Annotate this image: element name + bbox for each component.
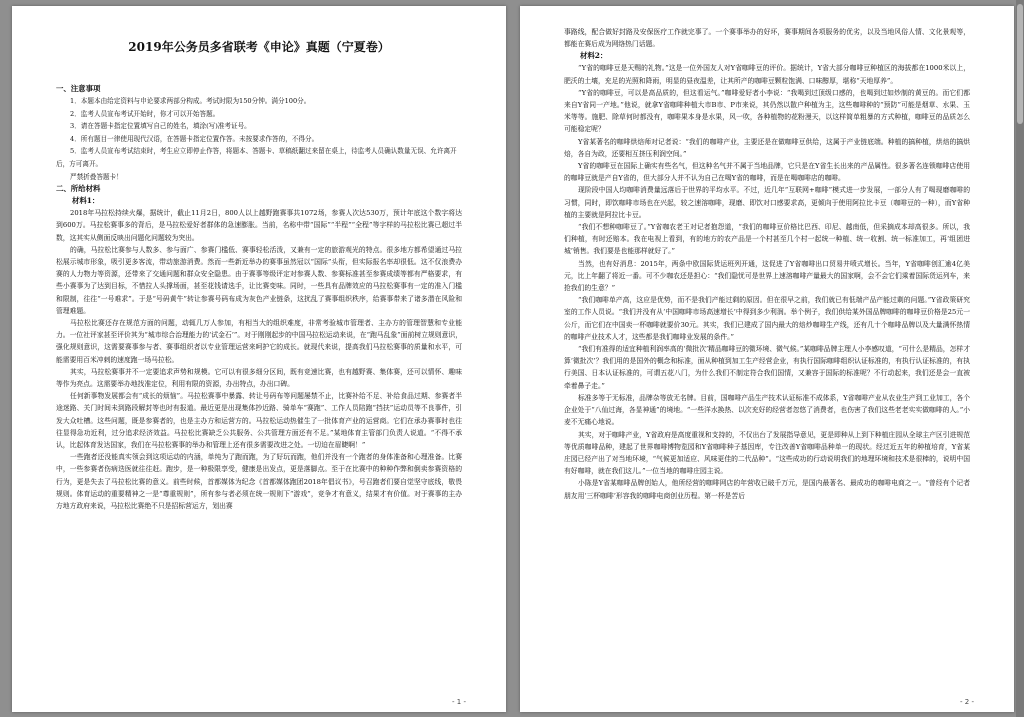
material-paragraph: 马拉松比赛还存在规范方面的问题，动辄几万人参加，有相当大的组织难度，非常考验城市管理者、主办方的管理智慧和专业能力。一位社评家甚至评价其为“城市综合治理能力的‘试金石’”。对于刚刚起步的中国马拉松运动来说，在“跑马乱象”面前树立规则意识，强化规则意识，这需要赛事参与者、赛事组织者以专业管理运营来呵护它的成长。就现代来说，提高我们马拉松赛事的质量和水平，可能需要用百米冲刺的速度跑一场马拉松。 [56,318,462,364]
material-paragraph: 小陈是Y省某咖啡品牌创始人，他所经营的咖啡网店的年营收已破千万元，是国内最著名、最成功的咖啡电商之一。“曾经有个记者朋友用‘三杯咖啡’形容我的咖啡电商创业历程。第一杯是苦后 [564,479,970,500]
material-paragraph: 任何新事物发展都会有“成长的烦恼”。马拉松赛事中暴露、转让号码布等问题屡禁不止，比赛补给不足、补给食品过期、参赛者半途迷路、关门时间未到路段解封等也时有报道。最近更是出现集体抄近路、骑单车“赛跑”、工作人员陪跑“挡扶”运动员等不良事件，引发大众吐槽。这些问题，既是参赛者的，也是主办方和运营方的。马拉松运动热催生了一批体育产业的运营商。它们在承办赛事时也往往显得急功近利，过分追求经济效益。马拉松比赛缺乏公共服务、公共管理方面还有不足。”某地体育主管部门负责人说道。“不得不承认，比起体育发达国家，我们在马拉松赛事的举办和管理上还有很多需要改进之处。一切迫在眉睫啊！” [56,392,462,450]
material-paragraph: “Y省的咖啡豆是天赐的礼物。”这是一位外国友人对Y省咖啡豆的评价。据统计，Y省大部分咖啡豆种植区的海拔都在1000米以上，肥沃的土壤，充足的光照和降雨，明显的昼夜温差，让其所产的咖啡豆颗粒饱满、口味醇厚，堪称“天地厚养”。 [564,64,970,85]
material-paragraph: 的确，马拉松比赛参与人数多、参与面广、参赛门槛低、赛事轻松活泼，又兼有一定的旅游观光的特点。很多地方都希望通过马拉松展示城市形象，吸引更多客流，带动旅游消费。然而一些新近举办的赛事虽然冠以“国际”头衔，但实际报名率却很低。这不仅浪费办赛的人力物力等资源，还带来了交通问题和群众安全隐患。由于赛事等级评定对参赛人数、参赛标准甚至参赛成绩等都有严格要求，有些小赛事为了达到目标，不惜拉人头撑场面，甚至花钱请选手，让比赛变味。同时，一些具有品牌效应的马拉松赛事有一定的准入门槛和限制，往往“一号难求”。于是“号码黄牛”转让参赛号码布成为灰色产业链条，这扰乱了赛事组织秩序，给赛事带来了诸多潜在风险和管理难题。 [56,245,462,315]
vertical-scrollbar[interactable] [1016,0,1024,717]
material-paragraph: 一些跑者还没能真实领会到这项运动的内涵，单纯为了跑而跑，为了好玩而跑，他们并没有一个跑者的身体准备和心理准备。比赛中，一些参赛者伤病迭医就往往赶。跑步，是一种极限享受，健康是出发点，更是落脚点。至于在比赛中的种种作弊和倒卖参赛资格的行为，更是失去了马拉松比赛的意义。前些时候，首都媒体为纪念《首都媒体跑团2018年倡议书》，号召跑者们要自觉坚守底线，敬畏规则。体育运动的重要精神之一是“尊重规则”，所有参与者必须在统一规则下“游戏”，竞争才有意义，结果才有价值。对于赛事的主办方地方政府来说，马拉松比赛绝不只是招标营运方，划出赛 [56,453,462,511]
material-paragraph: 现阶段中国人均咖啡消费量远落后于世界的平均水平。不过，近几年“互联网+咖啡”模式进一步发展，一部分人有了喝现磨咖啡的习惯，同时，即饮咖啡市场也在兴起，较之速溶咖啡，现磨、即饮对口感要求高，更倾向于使用阿拉比卡豆（咖啡豆的一种），而Y省种植的主要就是阿拉比卡豆。 [564,186,970,219]
material-paragraph: 其实，马拉松赛事并不一定要追求声势和规模。它可以有很多细分区间，既有竞速比赛，也有越野赛、集体赛，还可以情怀、趣味等作为亮点。这需要举办地找准定位，利用有限的资源，办出特点，办出口碑。 [56,367,462,388]
page-2-content [564,26,970,690]
page-number: - 1 - [452,698,466,706]
notice-warning: 严禁折叠答题卡！ [70,172,123,181]
material-paragraph: 事路线，配合做好封路及安保医疗工作就完事了。一个赛事举办的好坏，赛事期间各项服务的优劣，以及当地风俗人情、文化景观等，都能在赛后成为网络热门话题。 [564,28,970,49]
notice-item: 2．监考人员宣布考试开始时，你才可以开始答题。 [70,109,220,118]
material-paragraph: “Y省的咖啡豆，可以是高品质的，但这看运气。”咖啡爱好者小李说：“我喝到过顶级口感的，也喝到过如炒制的黄豆的。而它们都来自Y省同一产地。”他说，就拿Y省咖啡种植大市B市、P市来说，其仍然以散户种植为主，这些咖啡种的“预防”可能是烟草、水果、玉米等等。施肥、除草何时都没有，咖啡果本身是水果，风一吹，各种植物的花粉漫天，以这样简单粗暴的方式种植，咖啡豆的品质怎么可能稳定呢？ [564,88,970,134]
material-paragraph: 当然，也有好消息：2015年，两条中欧国际货运班列开通，这促进了Y省咖啡出口贸易井喷式增长。当年，Y省咖啡创汇逾4亿美元，比上年翻了将近一番。可不少咖农还是担心：“我们隐忧可是世界上速溶咖啡产量最大的国家啊，会不会它们乘着国际货运列车，来抢我们的生意？” [564,259,970,293]
material-paragraph: “我们咖啡单产高，这应是优势，而不是我们产能过剩的原因。但在很早之前，我们就已有低端产品产能过剩的问题。”Y省政策研究室的工作人员说。“我们并没有从‘中国咖啡市场高速增长’中得到多少利润。举个例子，我们供给某外国品牌咖啡的咖啡豆价格是25元一公斤，而它们在中国卖一杯咖啡就要价30元。其实，我们已建成了国内最大的焙炒咖啡生产线，还有几十个咖啡品牌以及大量满怀热情的咖啡产业技术人才，这些都是我们咖啡业发展的条件。” [564,296,970,341]
material-paragraph: “我们有准得的适宜种植利润率高的‘微批次’精品咖啡豆的微环境、微气候。”某咖啡品牌主理人小李感叹道，“可什么是精品，怎样才算‘微批次’？我们用的是国外的概念和标准，面从种植到加工生产经营企业，有执行国际咖啡组织认证标准的，有执行认证标准的，有执行美国、日本认证标准的，可谓五花八门，为什么我们不制定符合我们国情，又兼容于国际的标准呢？不行动起来，我们还是会一直被牵着鼻子走。” [564,345,970,390]
material-paragraph: 2018年马拉松持续火爆，据统计，截止11月2日，800人以上越野跑赛事共1072场，参赛人次达530万，预计年底这个数字将达到600万。马拉松赛事多的背后，是马拉松爱好者群体的急速膨胀。当前，名称中带“国际”“半程”“全程”等字样的马拉松比赛已超过半数，这其实从侧面反映出问题化问题较为突出。 [56,209,462,242]
materials-heading: 二、所给材料 [56,184,101,194]
material-paragraph: “我们不想种咖啡豆了。”Y省咖农老王对记者抱怨道，“我们的咖啡豆价格比巴西、印尼、越南低，但采摘成本却高很多。所以，我们种植，有时还赔本。我在电视上看到，有的地方的农产品是一个村甚至几个村一起统一种植、统一收割、统一标准加工，再‘组团进城’销售。我们要是也能那样就好了。” [564,223,970,256]
page-1-content [56,32,462,690]
notice-heading: 一、注意事项 [56,84,101,93]
notice-item: 4．所有题目一律使用现代汉语，在答题卡指定位置作答。未按要求作答的，不得分。 [70,134,319,143]
page-number: - 2 - [960,698,974,706]
material-paragraph: Y省的咖啡豆在国际上确实有些名气，但这种名气并不属于当地品牌，它只是在Y省生长出来的产品属性。很多著名连锁咖啡店使用的咖啡豆就是产自Y省的，但大部分人并不认为自己在喝Y省的咖啡，而是在喝咖啡店的咖啡。 [564,162,970,183]
material-paragraph: 其实，对于咖啡产业，Y省政府是高度重视和支持的，不仅出台了发展指导意见，更是即种从上到下种植庄园从全球主产区引进规范等优质咖啡品种，建起了世界咖啡博物览园和Y省咖啡种子基因库，专注改善Y省咖啡品种单一的现状。经过近五年的种植培育，Y省某庄园已经产出了对当地环境，“气候更加适应、风味更佳的二代品种”。“这些成功的行动说明我们的地理环境和技术是很棒的，说明中国有好咖啡，就在我们这儿。”一位当地的咖啡庄园主说。 [564,430,970,476]
notice-item: 5．监考人员宣布考试结束时，考生应立即停止作答，将题本、答题卡、草稿纸翻过来留在桌上，待监考人员确认数量无误、允许离开后，方可离开。 [56,147,457,168]
page-2 [520,6,1014,712]
scrollbar-thumb[interactable] [1017,4,1023,124]
page-title: 2019年公务员多省联考《申论》真题（宁夏卷） [128,40,390,54]
page-1 [12,6,506,712]
material-paragraph: Y省某著名的咖啡烘焙师对记者说：“我们的咖啡产业，主要还是在做咖啡豆供给，这属于产业链底端。种植的搞种植，烘焙的搞烘焙，各自为政，还要相互挤压利润空间。” [564,137,970,158]
notice-item: 1．本题本由给定资料与申论要求两部分构成。考试时限为150分钟。满分100分。 [70,97,311,105]
notice-item: 3．请在答题卡指定位置填写自己的姓名，填涂(写)准考证号。 [70,122,251,131]
material-2-label: 材料2： [580,51,608,61]
material-1-label: 材料1： [72,196,100,206]
material-paragraph: 标准多等于无标准，品牌杂等放无名牌。目前，国咖啡产品生产技术认证标准不成体系，Y省咖啡产业从农业生产到工业加工，各个企业处于“八仙过海，各显神通”的境地。“一些洋水换热、以次充好的经营者忽悠了消费者，也伤害了我们这些老老实实做咖啡的人。”小麦不无痛心地说。 [564,393,970,427]
